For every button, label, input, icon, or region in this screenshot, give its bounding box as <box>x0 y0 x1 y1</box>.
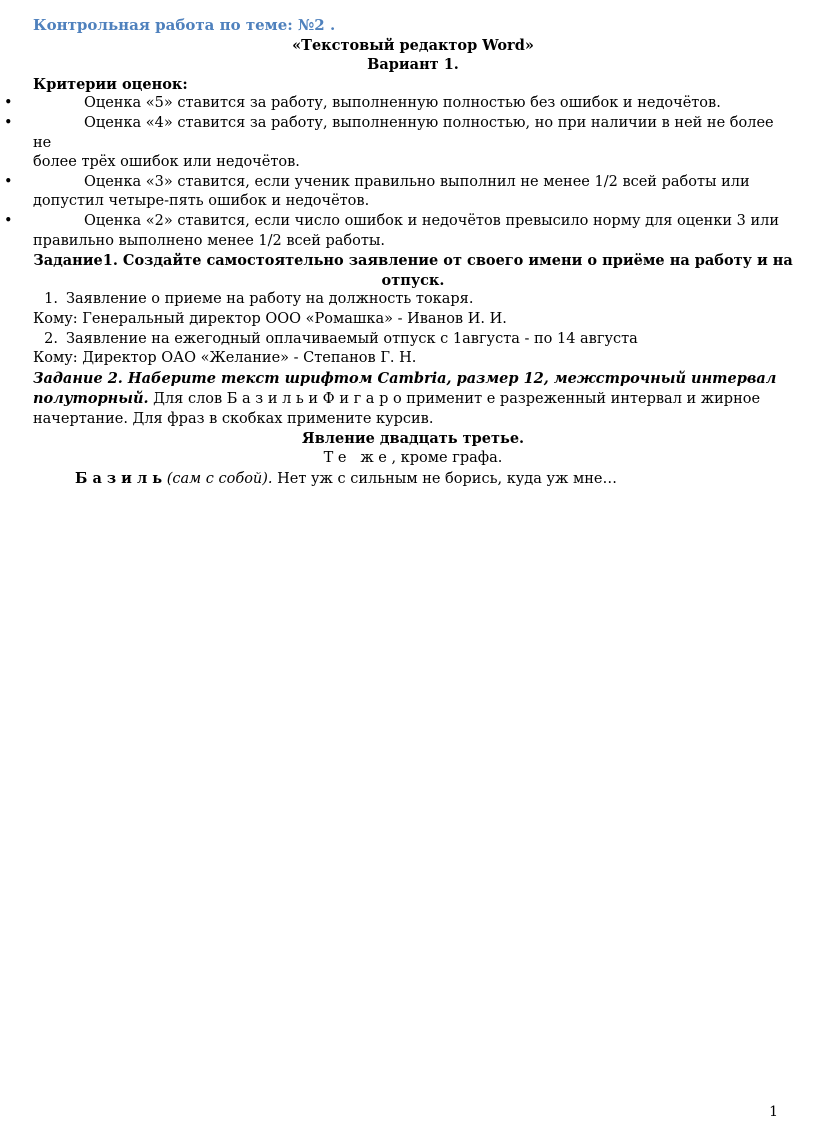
bullet-icon: • <box>4 95 13 112</box>
bullet-icon: • <box>4 114 13 131</box>
criteria-text: Оценка «2» ставится, если число ошибок и недочётов превысило норму для оценки 3 или <box>84 212 780 229</box>
scene-line <box>33 469 793 490</box>
criteria-item <box>4 212 793 251</box>
doc-title: «Текстовый редактор Word» <box>292 36 534 54</box>
speaker-name: Б а з и л ь <box>75 469 163 487</box>
criteria-item <box>4 173 793 212</box>
page-number: 1 <box>769 1104 778 1120</box>
task2-instructions-cont: начертание. Для фраз в скобках примените курсив. <box>33 410 434 427</box>
scene-same-names: Т е ж е <box>323 450 387 467</box>
scene-title: Явление двадцать третье. <box>301 430 525 448</box>
scene-same-rest: , кроме графа. <box>386 450 503 467</box>
list-number: 1. <box>44 291 58 308</box>
criteria-title: Критерии оценок: <box>33 75 188 93</box>
criteria-text-cont: более трёх ошибок или недочётов. <box>33 154 300 171</box>
task1-item-1-recipient: Кому: Генеральный директор ООО «Ромашка» - Иванов И. И. <box>33 310 507 327</box>
criteria-list <box>4 94 793 251</box>
speech-text: Нет уж с сильным не борись, куда уж мне… <box>272 470 617 487</box>
task1-title-line1: Задание1. Создайте самостоятельно заявление от своего имени о приёме на работу и на <box>33 252 793 270</box>
stage-remark: (сам с собой). <box>166 470 273 487</box>
doc-heading: Контрольная работа по теме: №2 . <box>33 16 336 34</box>
bullet-icon: • <box>4 173 13 190</box>
document-page <box>4 16 793 489</box>
criteria-text: Оценка «3» ставится, если ученик правильно выполнил не менее 1/2 всей работы или <box>84 173 750 190</box>
criteria-text: Оценка «4» ставится за работу, выполненную полностью, но при наличии в ней не более не <box>33 114 774 151</box>
list-number: 2. <box>44 330 58 347</box>
criteria-item <box>4 114 793 173</box>
criteria-text: Оценка «5» ставится за работу, выполненную полностью без ошибок и недочётов. <box>84 95 721 112</box>
criteria-item <box>4 94 793 114</box>
task2-instructions: Для слов Б а з и л ь и Ф и г а р о применит е разреженный интервал и жирное <box>148 391 761 408</box>
task1-item-2 <box>33 330 793 350</box>
task1-item-2-recipient: Кому: Директор ОАО «Желание» - Степанов Г. Н. <box>33 350 417 367</box>
bullet-icon: • <box>4 212 13 229</box>
criteria-text-cont: допустил четыре-пять ошибок и недочётов. <box>33 193 370 210</box>
scene-same <box>33 449 793 469</box>
doc-variant: Вариант 1. <box>367 56 459 74</box>
task1-item-text: Заявление о приеме на работу на должность токаря. <box>66 291 474 308</box>
task1-item-1 <box>33 290 793 310</box>
task2-paragraph <box>33 369 793 430</box>
task1-item-text: Заявление на ежегодный оплачиваемый отпуск с 1августа - по 14 августа <box>66 330 638 347</box>
task1-title-line2: отпуск. <box>381 271 445 289</box>
criteria-text-cont: правильно выполнено менее 1/2 всей работы. <box>33 232 386 249</box>
task1-title <box>33 251 793 290</box>
task2-title-cont: полуторный. <box>33 390 149 408</box>
task2-title: Задание 2. Наберите текст шрифтом Cambria, размер 12, межстрочный интервал <box>33 369 777 387</box>
